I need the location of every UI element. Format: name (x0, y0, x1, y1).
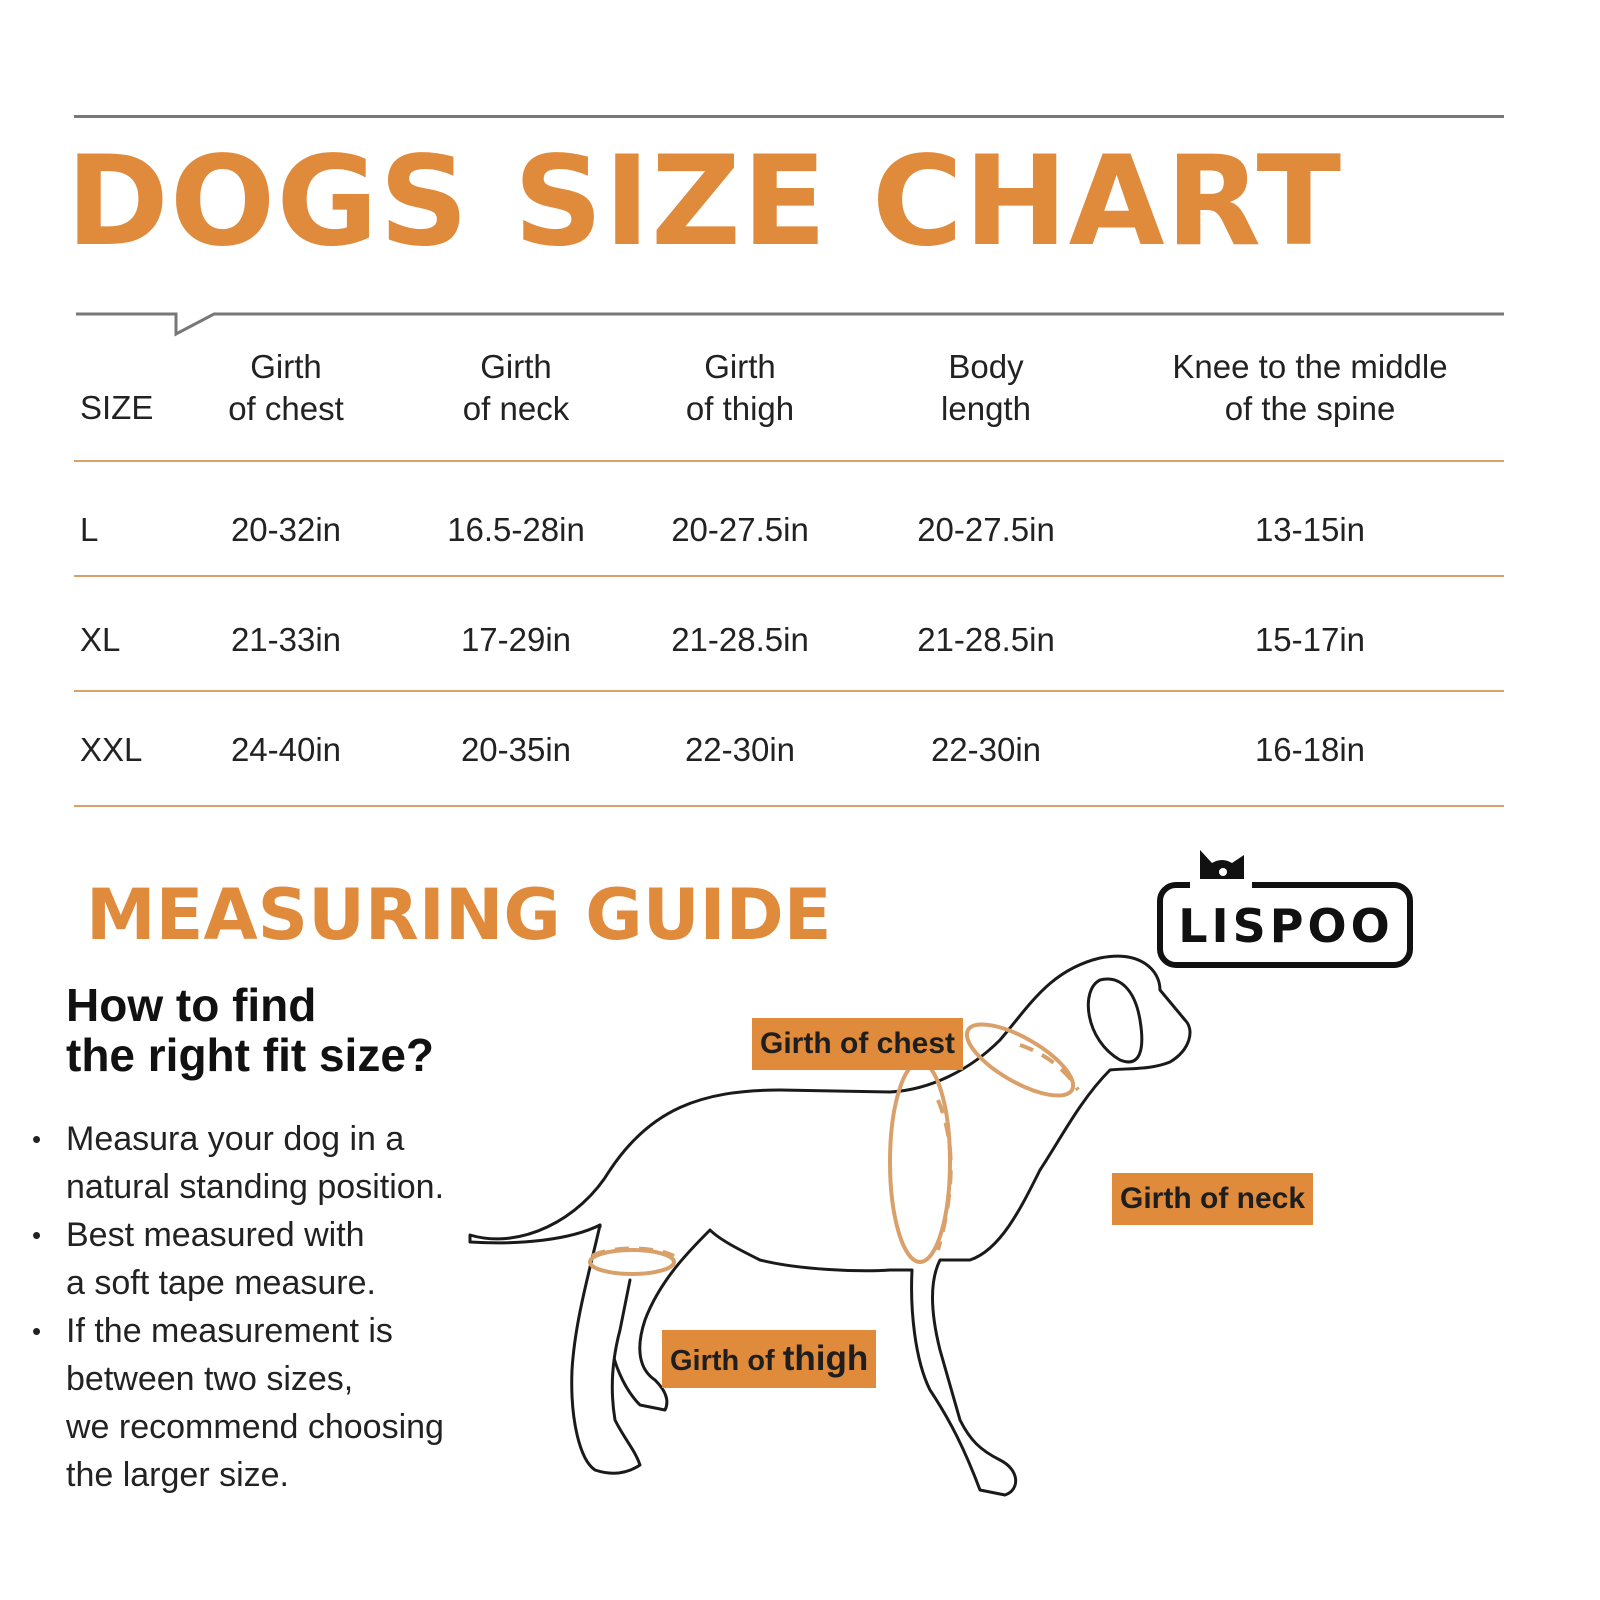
cell-length: 20-27.5in (917, 511, 1055, 548)
bullet-icon: • (32, 1220, 42, 1250)
cell-knee: 13-15in (1254, 511, 1366, 548)
howto-heading: How to find the right fit size? (66, 979, 434, 1081)
row-divider (74, 805, 1504, 807)
list-item: • Best measured with a soft tape measure. (30, 1211, 490, 1307)
guide-title: MEASURING GUIDE (86, 874, 832, 956)
cell-knee: 16-18in (1254, 731, 1366, 768)
header-length: Body length (941, 348, 1031, 427)
label-thigh: Girth of thigh (662, 1330, 876, 1388)
header-chest: Girth of chest (228, 348, 344, 427)
list-item: • Measura your dog in a natural standing position. (30, 1115, 490, 1211)
cell-chest: 24-40in (230, 731, 342, 768)
cell-thigh: 20-27.5in (671, 511, 809, 548)
cell-chest: 20-32in (230, 511, 342, 548)
cell-knee: 15-17in (1254, 621, 1366, 658)
cell-neck: 17-29in (460, 621, 572, 658)
cell-neck: 20-35in (460, 731, 572, 768)
cell-thigh: 22-30in (684, 731, 796, 768)
cell-chest: 21-33in (230, 621, 342, 658)
bullet-icon: • (32, 1124, 42, 1154)
row-divider (74, 575, 1504, 577)
row-divider (74, 460, 1504, 462)
bullet-list (30, 1115, 490, 1499)
list-item: • If the measurement is between two sizes, we recommend choosing the larger size. (30, 1307, 490, 1499)
header-size: SIZE (80, 389, 154, 426)
bullet-icon: • (32, 1316, 42, 1346)
cell-neck: 16.5-28in (447, 511, 585, 548)
label-chest: Girth of chest (752, 1018, 963, 1070)
speech-divider (74, 310, 1506, 340)
row-divider (74, 690, 1504, 692)
label-neck: Girth of neck (1112, 1173, 1313, 1225)
brand-name: LISPOO (1178, 899, 1394, 953)
header-knee: Knee to the middle of the spine (1172, 348, 1448, 427)
cell-thigh: 21-28.5in (671, 621, 809, 658)
cell-length: 22-30in (930, 731, 1042, 768)
header-neck: Girth of neck (462, 348, 570, 427)
cell-length: 21-28.5in (917, 621, 1055, 658)
cell-size: XL (80, 621, 121, 658)
cell-size: L (80, 511, 99, 548)
cell-size: XXL (80, 731, 143, 768)
header-thigh: Girth of thigh (685, 348, 795, 427)
top-rule (74, 115, 1504, 118)
page-title: DOGS SIZE CHART (66, 130, 1343, 274)
